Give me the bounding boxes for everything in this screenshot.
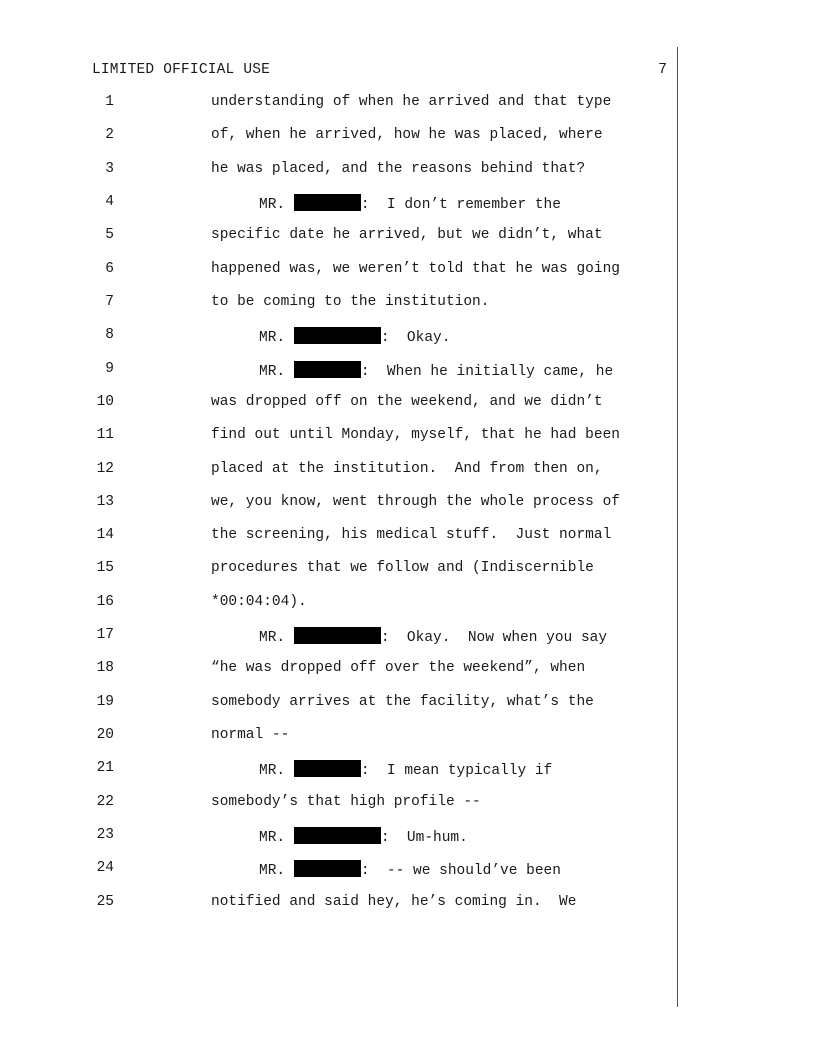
- line-text: *00:04:04).: [211, 593, 307, 610]
- line-text: : When he initially came, he: [360, 363, 614, 380]
- transcript-line: [0, 560, 680, 580]
- line-number: 22: [96, 793, 114, 810]
- line-number: 8: [105, 327, 114, 344]
- speaker-line: [259, 860, 561, 879]
- line-number: 13: [96, 493, 114, 510]
- line-number: 24: [96, 860, 114, 877]
- line-text: he was placed, and the reasons behind that?: [211, 160, 586, 177]
- line-number: 18: [96, 660, 114, 677]
- speaker-label: MR.: [259, 363, 286, 380]
- speaker-line: [259, 827, 468, 846]
- redaction-block: [294, 361, 361, 378]
- transcript-line: [0, 794, 680, 814]
- line-text: normal --: [211, 727, 290, 744]
- transcript-line: [0, 227, 680, 247]
- transcript-line: [0, 194, 680, 214]
- redaction-block: [294, 627, 381, 644]
- classification-header: LIMITED OFFICIAL USE: [92, 62, 271, 78]
- transcript-line: [0, 261, 680, 281]
- transcript-line: [0, 894, 680, 914]
- line-text: : Um-hum.: [380, 830, 468, 847]
- speaker-label: MR.: [259, 830, 286, 847]
- transcript-line: [0, 394, 680, 414]
- speaker-label: MR.: [259, 330, 286, 347]
- line-number: 17: [96, 627, 114, 644]
- line-number: 10: [96, 393, 114, 410]
- line-text: : I don’t remember the: [360, 196, 561, 213]
- redaction-block: [294, 860, 361, 877]
- transcript-line: [0, 127, 680, 147]
- line-number: 11: [96, 427, 114, 444]
- redaction-block: [294, 827, 381, 844]
- line-number: 3: [105, 160, 114, 177]
- line-text: to be coming to the institution.: [211, 293, 490, 310]
- transcript-line: [0, 694, 680, 714]
- line-number: 6: [105, 260, 114, 277]
- transcript-line: [0, 361, 680, 381]
- speaker-line: [259, 327, 450, 346]
- redaction-block: [294, 194, 361, 211]
- line-text: : -- we should’ve been: [360, 863, 561, 880]
- transcript-line: [0, 161, 680, 181]
- speaker-line: [259, 760, 552, 779]
- line-text: specific date he arrived, but we didn’t, what: [211, 227, 603, 244]
- line-text: of, when he arrived, how he was placed, where: [211, 127, 603, 144]
- line-text: understanding of when he arrived and that type: [211, 94, 612, 110]
- line-number: 19: [96, 693, 114, 710]
- speaker-line: [259, 627, 607, 646]
- speaker-line: [259, 194, 561, 213]
- speaker-line: [259, 361, 613, 380]
- line-number: 9: [105, 360, 114, 377]
- transcript-line: [0, 760, 680, 780]
- transcript-line: [0, 827, 680, 847]
- transcript-line: [0, 461, 680, 481]
- line-text: “he was dropped off over the weekend”, when: [211, 660, 586, 677]
- line-number: 20: [96, 727, 114, 744]
- transcript-line: [0, 727, 680, 747]
- speaker-label: MR.: [259, 763, 286, 780]
- line-text: somebody’s that high profile --: [211, 793, 481, 810]
- transcript-line: [0, 94, 680, 114]
- line-number: 4: [105, 193, 114, 210]
- redaction-block: [294, 760, 361, 777]
- line-number: 21: [96, 760, 114, 777]
- transcript-line: [0, 494, 680, 514]
- redaction-block: [294, 327, 381, 344]
- line-number: 16: [96, 593, 114, 610]
- line-number: 2: [105, 127, 114, 144]
- line-number: 7: [105, 293, 114, 310]
- transcript-line: [0, 594, 680, 614]
- speaker-label: MR.: [259, 863, 286, 880]
- line-text: : Okay. Now when you say: [380, 630, 608, 647]
- line-text: : Okay.: [380, 330, 451, 347]
- line-number: 12: [96, 460, 114, 477]
- line-text: we, you know, went through the whole process of: [211, 493, 620, 510]
- transcript-line: [0, 527, 680, 547]
- line-number: 25: [96, 893, 114, 910]
- line-number: 14: [96, 527, 114, 544]
- transcript-line: [0, 327, 680, 347]
- line-number: 15: [96, 560, 114, 577]
- line-number: 5: [105, 227, 114, 244]
- speaker-label: MR.: [259, 630, 286, 647]
- line-number: 23: [96, 827, 114, 844]
- transcript-line: [0, 627, 680, 647]
- line-text: somebody arrives at the facility, what’s the: [211, 693, 594, 710]
- transcript-line: [0, 660, 680, 680]
- transcript-line: [0, 294, 680, 314]
- line-number: 1: [105, 94, 114, 110]
- line-text: find out until Monday, myself, that he had been: [211, 427, 620, 444]
- line-text: the screening, his medical stuff. Just normal: [211, 527, 612, 544]
- line-text: was dropped off on the weekend, and we didn’t: [211, 393, 603, 410]
- speaker-label: MR.: [259, 196, 286, 213]
- line-text: : I mean typically if: [360, 763, 553, 780]
- line-text: happened was, we weren’t told that he was going: [211, 260, 620, 277]
- line-text: placed at the institution. And from then on,: [211, 460, 603, 477]
- transcript-line: [0, 860, 680, 880]
- line-text: procedures that we follow and (Indiscernible: [211, 560, 594, 577]
- page-number: 7: [658, 62, 667, 78]
- transcript-line: [0, 427, 680, 447]
- line-text: notified and said hey, he’s coming in. We: [211, 893, 577, 910]
